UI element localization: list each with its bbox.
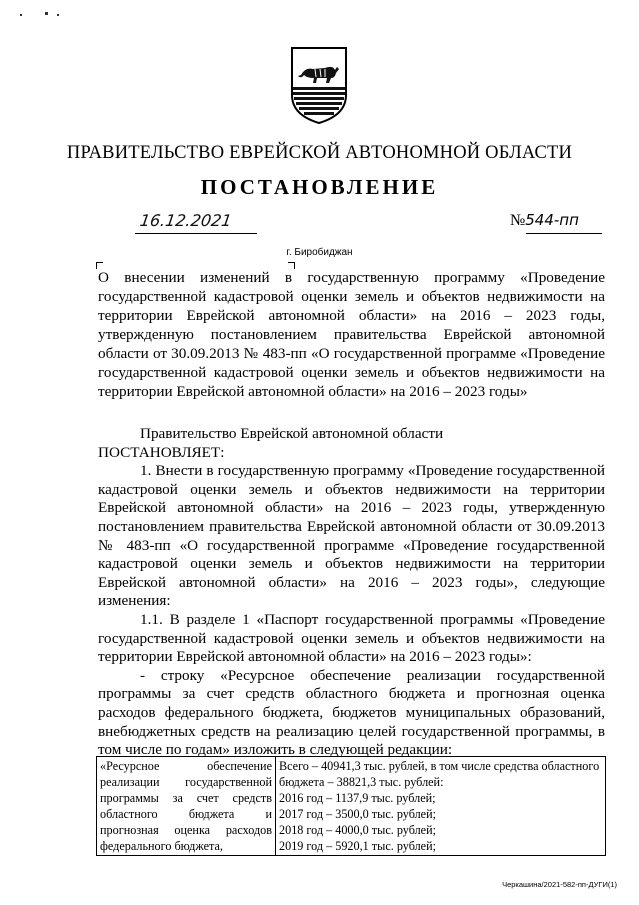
decree-word: ПОСТАНОВЛЯЕТ:: [98, 443, 225, 461]
table-cell-values: [276, 757, 606, 856]
document-body: [98, 425, 605, 760]
footer-reference: Черкашина/2021-582-пп-ДУГИ(1): [502, 880, 617, 889]
document-date: 16.12.2021: [138, 211, 233, 230]
value-line: 2016 год – 1137,9 тыс. рублей;: [279, 791, 436, 805]
intro-line: Правительство Еврейской автономной области: [140, 425, 444, 442]
value-line: 2017 год – 3500,0 тыс. рублей;: [279, 807, 436, 821]
table-cell-label: «Ресурсное обеспечение реализации государственной программы за счет средств областного бюджета и прогнозная оценка расходов федерального бюджета,: [97, 757, 276, 856]
city: г. Биробиджан: [286, 247, 353, 258]
number-value: 544-пп: [525, 211, 579, 229]
paragraph-dash: - строку «Ресурсное обеспечение реализации государственной программы за счет средств областного бюджета и прогнозная оценка расходов федерального бюджета, бюджетов муниципальных образований, внебюджетных средств на реализацию целей государственной программы, в том числе по годам» изложить в следующей редакции:: [98, 666, 605, 759]
value-line: Всего – 40941,3 тыс. рублей, в том числе средства областного бюджета – 38821,3 тыс. рублей:: [279, 759, 600, 789]
resources-table: [96, 756, 606, 856]
document-title: О внесении изменений в государственную программу «Проведение государственной кадастровой оценки земель и объектов недвижимости на территории Еврейской автономной области» на 2016 – 2023 годы, утвержденную постановлением правительства Еврейской автономной области от 30.09.2013 № 483-пп «О государственной программе «Проведение государственной кадастровой оценки земель и объектов недвижимости на территории Еврейской автономной области» на 2016 – 2023 годы»: [98, 269, 605, 400]
value-line: 2019 год – 5920,1 тыс. рублей;: [279, 839, 436, 853]
value-line: 2018 год – 4000,0 тыс. рублей;: [279, 823, 436, 837]
number-sign: №: [510, 212, 526, 229]
paragraph-1: 1. Внести в государственную программу «Проведение государственной кадастровой оценки земель и объектов недвижимости на территории Еврейской автономной области» на 2016 – 2023 годы, утвержденную постановлением правительства Еврейской автономной области от 30.09.2013 № 483-пп «О государственной программе «Проведение государственной кадастровой оценки земель и объектов недвижимости на территории Еврейской автономной области» на 2016 – 2023 годы», следующие изменения:: [98, 462, 605, 610]
date-underline: [135, 233, 257, 234]
paragraph-1-1: 1.1. В разделе 1 «Паспорт государственной программы «Проведение государственной кадастровой оценки земель и объектов недвижимости на территории Еврейской автономной области» на 2016 – 2023 годы»:: [98, 610, 605, 666]
document-type: ПОСТАНОВЛЕНИЕ: [200, 175, 439, 199]
document-number: [510, 211, 579, 230]
coat-of-arms-emblem: [289, 45, 349, 125]
government-name: ПРАВИТЕЛЬСТВО ЕВРЕЙСКОЙ АВТОНОМНОЙ ОБЛАСТИ: [66, 143, 573, 163]
number-underline: [526, 233, 602, 234]
table-row: [97, 757, 606, 856]
